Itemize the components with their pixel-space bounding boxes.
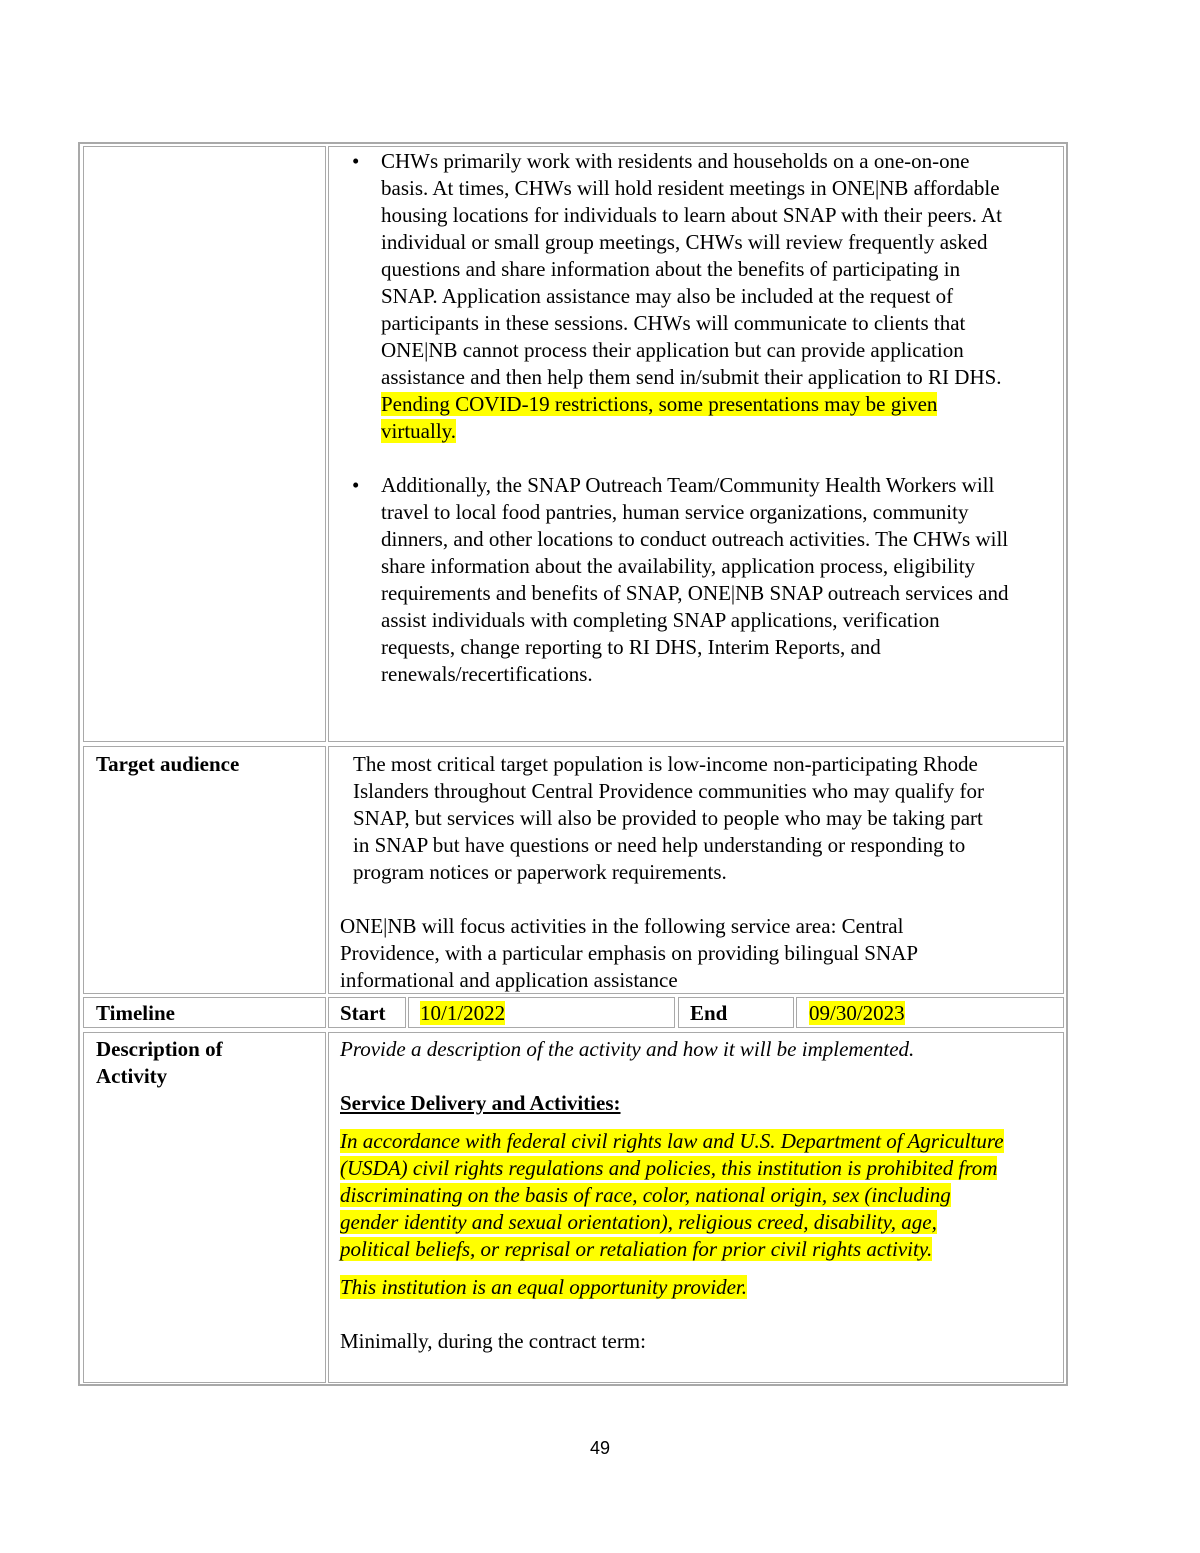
minimally-text: Minimally, during the contract term: — [340, 1329, 646, 1353]
start-label-cell — [328, 997, 406, 1028]
start-date — [409, 998, 674, 1029]
target-audience-label: Target audience — [96, 752, 240, 776]
equal-opportunity-text: This institution is an equal opportunity provider. — [340, 1275, 747, 1299]
end-date-value: 09/30/2023 — [809, 1001, 905, 1025]
bullet-item-outreach — [329, 472, 1009, 688]
end-label: End — [690, 1001, 728, 1025]
page-number: 49 — [589, 1438, 611, 1458]
service-delivery-heading: Service Delivery and Activities: — [340, 1091, 621, 1115]
timeline-label: Timeline — [96, 1001, 175, 1025]
civil-rights-text: In accordance with federal civil rights law and U.S. Department of Agriculture (USDA) civil rights regulations and policies, this institution is prohibited from discriminating on the basis of race, color, national origin, sex (including gender identity and sexual orientation), religious creed, disability, age, political beliefs, or reprisal or retaliation for prior civil rights activity. — [340, 1129, 1004, 1261]
start-date-value: 10/1/2022 — [420, 1001, 506, 1025]
end-date — [797, 998, 1063, 1029]
target-audience-para2: ONE|NB will focus activities in the following service area: Central Providence, with a particular emphasis on providing bilingual SNAP informational and application assistance — [340, 914, 918, 992]
start-label: Start — [340, 1001, 386, 1025]
bullet-text: Additionally, the SNAP Outreach Team/Community Health Workers will travel to local food pantries, human service organizations, community dinners, and other locations to conduct outreach activities. The CHWs will share information about the availability, application process, eligibility requirements and benefits of SNAP, ONE|NB SNAP outreach services and assist individuals with completing SNAP applications, verification requests, change reporting to RI DHS, Interim Reports, and renewals/recertifications. — [381, 473, 1009, 686]
row4-content-cell — [328, 1032, 1064, 1383]
end-label-cell — [678, 997, 794, 1028]
bullet-item-chw-meetings — [329, 148, 1009, 445]
start-value-cell — [408, 997, 675, 1028]
civil-rights-statement — [329, 1128, 1019, 1263]
row2-label-cell — [83, 746, 326, 994]
row1-bullets — [329, 148, 1009, 688]
highlighted-covid-note: Pending COVID-19 restrictions, some presentations may be given virtually. — [381, 392, 938, 443]
row1-label-cell — [83, 146, 326, 742]
target-audience-para1: The most critical target population is low-income non-participating Rhode Islanders throughout Central Providence communities who may qualify for SNAP, but services will also be provided to people who may be taking part in SNAP but have questions or need help understanding or responding to program notices or paperwork requirements. — [353, 752, 985, 884]
bullet-text: CHWs primarily work with residents and households on a one-on-one basis. At times, CHWs will hold resident meetings in ONE|NB affordable housing locations for individuals to learn about SNAP with their peers. At individual or small group meetings, CHWs will review frequently asked questions and share information about the benefits of participating in SNAP. Application assistance may also be included at the request of participants in these sessions. CHWs will communicate to clients that ONE|NB cannot process their application but can provide application assistance and then help them send in/submit their application to RI DHS. — [381, 149, 1002, 389]
row1-content-cell — [328, 146, 1064, 742]
description-prompt: Provide a description of the activity and how it will be implemented. — [340, 1037, 915, 1061]
row2-content-cell — [328, 746, 1064, 994]
equal-opportunity-statement — [329, 1274, 1063, 1301]
description-label: Description of Activity — [96, 1037, 223, 1088]
end-value-cell — [796, 997, 1064, 1028]
row4-label-cell — [83, 1032, 326, 1383]
row3-label-cell — [83, 997, 326, 1028]
